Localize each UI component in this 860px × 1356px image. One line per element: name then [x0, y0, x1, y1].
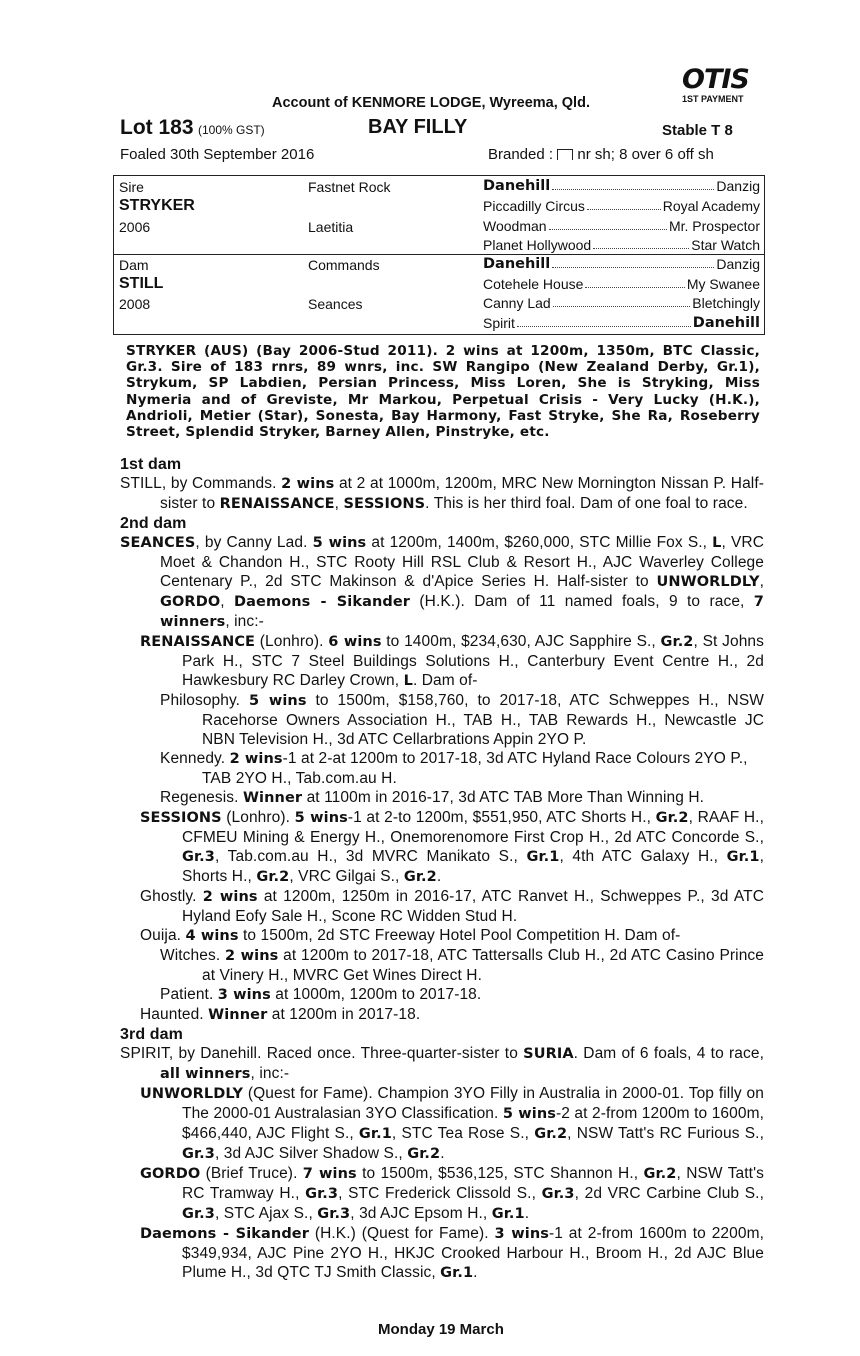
first-dam-heading: 1st dam: [120, 456, 182, 473]
family-section: [120, 441, 764, 1283]
gst-note: (100% GST): [197, 123, 265, 137]
daemons-entry: Daemons - Sikander (H.K.) (Quest for Fame). 3 wins-1 at 2-from 1600m to 2200m, $349,934, AJC Pine 2YO H., HKJC Crooked Harbour H., Broom H., 2d AJC Blue Plume H., 3d QTC TJ Smith Classic, Gr.1.: [140, 1225, 765, 1281]
dam-dam: Seances: [308, 296, 363, 312]
ped-row-6: Cotehele House My Swanee: [483, 276, 760, 292]
haunted-entry: Haunted. Winner at 1200m in 2017-18.: [140, 1006, 421, 1023]
ped-row-1: Danehill Danzig: [483, 178, 760, 194]
lot-line: [120, 116, 265, 140]
dam-year: 2008: [119, 296, 151, 312]
ped-row-8: Spirit Danehill: [483, 315, 760, 331]
dam-label: Dam: [119, 257, 149, 273]
gordo-entry: GORDO (Brief Truce). 7 wins to 1500m, $536,125, STC Shannon H., Gr.2, NSW Tatt's RC Tramway H., Gr.3, STC Frederick Clissold S., Gr.3, 2d VRC Carbine Club S., Gr.3, STC Ajax S., Gr.3, 3d AJC Epsom H., Gr.1.: [140, 1165, 764, 1222]
divider: [114, 254, 764, 255]
kennedy-entry: Kennedy. 2 wins-1 at 2-at 1200m to 2017-18, 3d ATC Hyland Race Colours 2YO P., TAB 2YO H., Tab.com.au H.: [160, 750, 748, 787]
ped-row-4: Planet Hollywood Star Watch: [483, 237, 760, 253]
sire-dam: Laetitia: [308, 219, 354, 235]
sire-name: STRYKER: [119, 197, 195, 214]
payment-label: 1ST PAYMENT: [682, 94, 744, 104]
foaled-line: Foaled 30th September 2016: [120, 146, 315, 163]
brand-mark-icon: [557, 149, 573, 160]
patient-entry: Patient. 3 wins at 1000m, 1200m to 2017-18.: [160, 986, 482, 1003]
ped-row-7: Canny Lad Bletchingly: [483, 295, 760, 311]
renaissance-entry: RENAISSANCE (Lonhro). 6 wins to 1400m, $234,630, AJC Sapphire S., Gr.2, St Johns Park H., STC 7 Steel Buildings Solutions H., Canterbury Event Centre H., 2d Hawkesbury RC Darley Crown, L. Dam of-: [140, 633, 764, 689]
dam-sire: Commands: [308, 257, 380, 273]
branded-line: [488, 146, 714, 163]
first-dam-text: STILL, by Commands. 2 wins at 2 at 1000m, 1200m, MRC New Mornington Nissan P. Half-sister to RENAISSANCE, SESSIONS. This is her third foal. Dam of one foal to race.: [120, 475, 764, 512]
philosophy-entry: Philosophy. 5 wins to 1500m, $158,760, to 2017-18, ATC Schweppes H., NSW Racehorse Owners Association H., TAB H., TAB Rewards H., Newcastle JC NBN Television H., 3d ATC Cellarbrations Appin 2YO P.: [160, 692, 765, 748]
ped-row-5: Danehill Danzig: [483, 256, 760, 272]
footer-date: Monday 19 March: [378, 1321, 504, 1338]
unworldly-entry: UNWORLDLY (Quest for Fame). Champion 3YO Filly in Australia in 2000-01. Top filly on The 2000-01 Australasian 3YO Classification. 5 wins-2 at 2-from 1200m to 1600m, $466,440, AJC Flight S., Gr.1, STC Tea Rose S., Gr.2, NSW Tatt's RC Furious S., Gr.3, 3d AJC Silver Shadow S., Gr.2.: [140, 1085, 765, 1162]
account-line: Account of KENMORE LODGE, Wyreema, Qld.: [272, 95, 590, 111]
sessions-entry: SESSIONS (Lonhro). 5 wins-1 at 2-to 1200m, $551,950, ATC Shorts H., Gr.2, RAAF H., CFMEU Mining & Energy H., Onemorenomore First Crop H., 2d ATC Concorde S., Gr.3, Tab.com.au H., 3d MVRC Manikato S., Gr.1, 4th ATC Galaxy H., Gr.1, Shorts H., Gr.2, VRC Gilgai S., Gr.2.: [140, 809, 764, 885]
stable-label: Stable T 8: [662, 122, 733, 139]
logo-text: OTIS: [682, 64, 749, 95]
sire-year: 2006: [119, 219, 151, 235]
pedigree-table: [113, 175, 765, 335]
sire-sire: Fastnet Rock: [308, 179, 391, 195]
ghostly-entry: Ghostly. 2 wins at 1200m, 1250m in 2016-17, ATC Ranvet H., Schweppes P., 3d ATC Hyland Eofy Sale H., Scone RC Widden Stud H.: [140, 888, 764, 925]
second-dam-heading: 2nd dam: [120, 515, 187, 532]
third-dam-heading: 3rd dam: [120, 1026, 183, 1043]
branded-label: Branded :: [488, 146, 554, 163]
second-dam-text: SEANCES, by Canny Lad. 5 wins at 1200m, 1400m, $260,000, STC Millie Fox S., L, VRC Moet & Chandon H., STC Rooty Hill RSL Club & Resort H., AJC Waverley College Centenary P., 2d STC Makinson & d'Apice Series H. Half-sister to UNWORLDLY, GORDO, Daemons - Sikander (H.K.). Dam of 11 named foals, 9 to race, 7 winners, inc:-: [120, 534, 764, 630]
sire-label: Sire: [119, 179, 144, 195]
lot-label: Lot 183: [120, 116, 194, 139]
branded-value: nr sh; 8 over 6 off sh: [577, 146, 714, 163]
page-title: BAY FILLY: [368, 116, 468, 138]
witches-entry: Witches. 2 wins at 1200m to 2017-18, ATC Tattersalls Club H., 2d ATC Casino Prince at Vinery H., MVRC Get Wines Direct H.: [160, 947, 764, 984]
otis-logo: [682, 66, 762, 110]
sire-summary: STRYKER (AUS) (Bay 2006-Stud 2011). 2 wins at 1200m, 1350m, BTC Classic, Gr.3. Sire of 183 rnrs, 89 wnrs, inc. SW Rangipo (New Zealand Derby, Gr.1), Strykum, SP Labdien, Persian Princess, Miss Loren, She is Stryking, Miss Nymeria and of Greviste, Mr Markou, Perpetual Crisis - Very Lucky (H.K.), Andrioli, Metier (Star), Sonesta, Bay Harmony, Fast Stryke, She Ra, Roseberry Street, Splendid Stryker, Barney Allen, Pinstryke, etc.: [126, 343, 760, 441]
ped-row-3: Woodman Mr. Prospector: [483, 218, 760, 234]
regenesis-entry: Regenesis. Winner at 1100m in 2016-17, 3d ATC TAB More Than Winning H.: [160, 789, 705, 806]
ouija-entry: Ouija. 4 wins to 1500m, 2d STC Freeway Hotel Pool Competition H. Dam of-: [140, 927, 681, 944]
ped-row-2: Piccadilly Circus Royal Academy: [483, 198, 760, 214]
third-dam-text: SPIRIT, by Danehill. Raced once. Three-quarter-sister to SURIA. Dam of 6 foals, 4 to race, all winners, inc:-: [120, 1045, 764, 1082]
dam-name: STILL: [119, 275, 164, 292]
